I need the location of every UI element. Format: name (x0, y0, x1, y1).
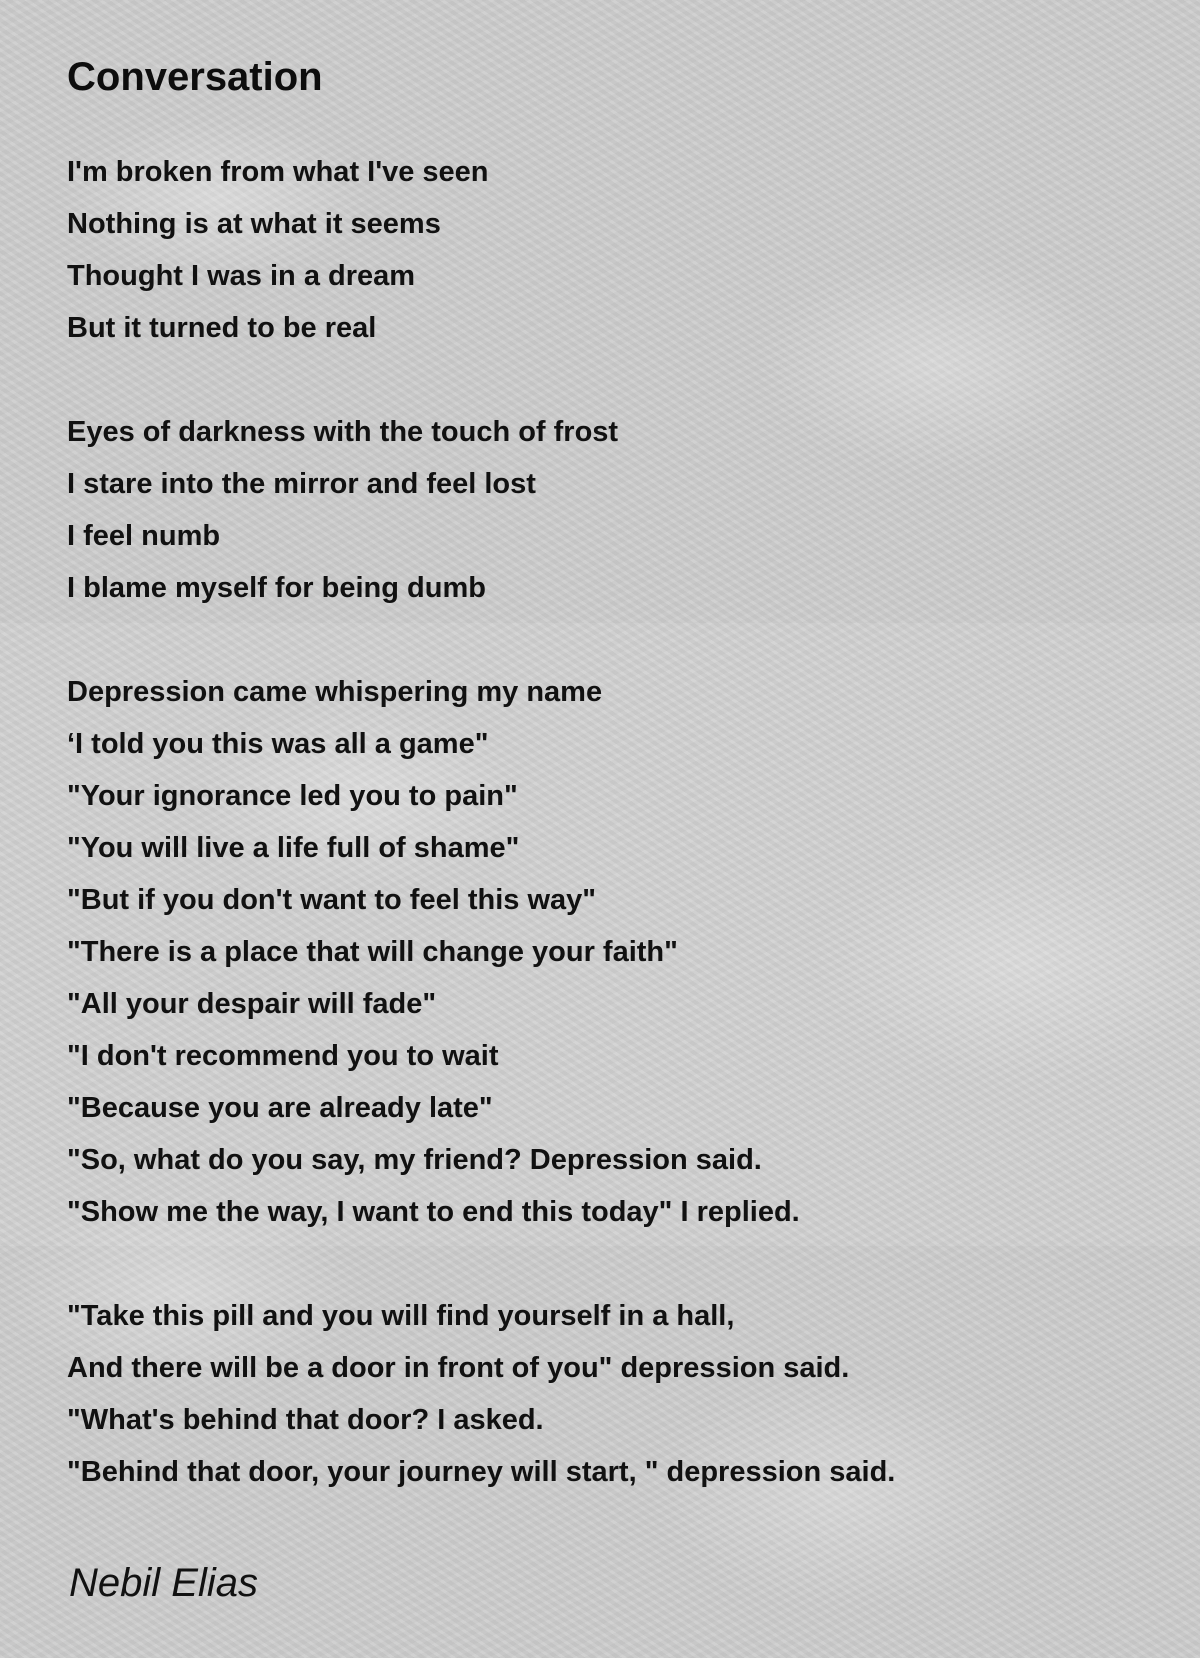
poem-line: "But if you don't want to feel this way" (67, 884, 597, 916)
poem-line: I stare into the mirror and feel lost (67, 468, 536, 500)
poem-title: Conversation (67, 55, 323, 99)
poem-line: I'm broken from what I've seen (67, 156, 489, 188)
poem-line: "So, what do you say, my friend? Depression said. (67, 1144, 762, 1176)
poem-line: ‘I told you this was all a game" (67, 728, 489, 760)
poem-line: Thought I was in a dream (67, 260, 416, 292)
stanza-break (67, 1238, 1167, 1290)
poem-line: "Take this pill and you will find yourself in a hall, (67, 1300, 735, 1332)
poem-line: But it turned to be real (67, 312, 377, 344)
stanza (67, 406, 1167, 614)
poem-line: Nothing is at what it seems (67, 208, 441, 240)
poem (67, 48, 1167, 1498)
poem-line: "Show me the way, I want to end this today" I replied. (67, 1196, 800, 1228)
poem-line: And there will be a door in front of you" depression said. (67, 1352, 850, 1384)
poem-line: "I don't recommend you to wait (67, 1040, 499, 1072)
poem-line: I feel numb (67, 520, 221, 552)
poem-line: "What's behind that door? I asked. (67, 1404, 544, 1436)
stanza (67, 666, 1167, 1238)
poem-line: "Behind that door, your journey will start, " depression said. (67, 1456, 896, 1488)
poem-line: "All your despair will fade" (67, 988, 437, 1020)
stanza-break (67, 354, 1167, 406)
poem-line: "Because you are already late" (67, 1092, 493, 1124)
poem-line: Depression came whispering my name (67, 676, 603, 708)
poem-line: "Your ignorance led you to pain" (67, 780, 518, 812)
poem-line: "There is a place that will change your faith" (67, 936, 678, 968)
poem-line: "You will live a life full of shame" (67, 832, 520, 864)
stanza-break (67, 614, 1167, 666)
poem-line: Eyes of darkness with the touch of frost (67, 416, 619, 448)
poem-author: Nebil Elias (69, 1561, 258, 1605)
stanza (67, 1290, 1167, 1498)
stanza (67, 146, 1167, 354)
poem-line: I blame myself for being dumb (67, 572, 486, 604)
